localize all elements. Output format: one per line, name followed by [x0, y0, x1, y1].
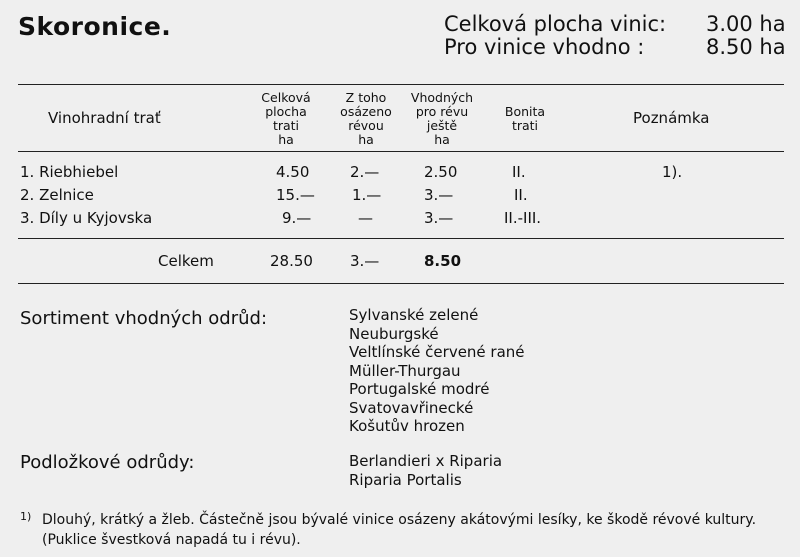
total-label: Celkem — [158, 252, 214, 270]
summary-label-suitable: Pro vinice vhodno : — [444, 35, 645, 59]
row1-poznamka: 1). — [662, 163, 683, 181]
row1-trat: 1. Riebhiebel — [20, 163, 119, 181]
header-bonita: Bonita trati — [504, 104, 546, 133]
row2-bonita: II. — [514, 186, 528, 204]
total-celkova: 28.50 — [270, 252, 313, 270]
podlozkove-label: Podložkové odrůdy: — [20, 452, 195, 473]
header-poznamka: Poznámka — [633, 109, 710, 127]
list-item: Riparia Portalis — [349, 470, 462, 489]
table-header-rule — [18, 151, 784, 152]
row2-celkova: 15.— — [276, 186, 315, 204]
row3-trat: 3. Díly u Kyjovska — [20, 209, 153, 227]
list-item: Sylvanské zelené — [349, 306, 479, 324]
list-item: Müller-Thurgau — [349, 361, 461, 380]
header-trat: Vinohradní trať — [48, 109, 161, 127]
podlozkove-list — [349, 452, 502, 489]
list-item: Veltlínské červené rané — [349, 343, 525, 361]
row3-bonita: II.-III. — [504, 209, 542, 227]
total-osazeno: 3.— — [350, 252, 380, 270]
footnote-text: Dlouhý, krátký a žleb. Částečně jsou bývalé vinice osázeny akátovými lesíky, ke škodě révové kultury. (Puklice švestková napadá tu i révu). — [42, 512, 757, 548]
table-total-rule — [18, 238, 784, 239]
summary-value-suitable: 8.50 ha — [706, 35, 786, 59]
sortiment-label: Sortiment vhodných odrůd: — [20, 308, 268, 329]
summary-value-total: 3.00 ha — [706, 12, 786, 36]
footnote-marker: 1) — [20, 510, 32, 523]
header-celkova: Celková plocha trati ha — [261, 90, 311, 147]
list-item: Portugalské modré — [349, 380, 490, 398]
table-bottom-rule — [18, 283, 784, 284]
summary-label-total: Celková plocha vinic: — [444, 12, 667, 36]
row3-osazeno: — — [358, 209, 373, 227]
row2-trat: 2. Zelnice — [20, 186, 94, 204]
list-item: Berlandieri x Riparia — [349, 452, 503, 470]
row1-bonita: II. — [512, 163, 526, 181]
row2-osazeno: 1.— — [352, 186, 382, 204]
row1-osazeno: 2.— — [350, 163, 380, 181]
page-title: Skoronice. — [18, 12, 172, 41]
list-item: Košutův hrozen — [349, 417, 465, 435]
sortiment-list — [349, 306, 525, 436]
list-item: Svatovavřinecké — [349, 398, 474, 417]
row1-celkova: 4.50 — [276, 163, 310, 181]
total-vhodnych: 8.50 — [424, 252, 462, 270]
row1-vhodnych: 2.50 — [424, 163, 458, 181]
row3-vhodnych: 3.— — [424, 209, 454, 227]
row3-celkova: 9.— — [282, 209, 312, 227]
list-item: Neuburgské — [349, 324, 439, 343]
table-top-rule — [18, 84, 784, 85]
header-osazeno: Z toho osázeno révou ha — [340, 90, 392, 147]
header-vhodnych: Vhodných pro révu ještě ha — [410, 90, 474, 147]
row2-vhodnych: 3.— — [424, 186, 454, 204]
